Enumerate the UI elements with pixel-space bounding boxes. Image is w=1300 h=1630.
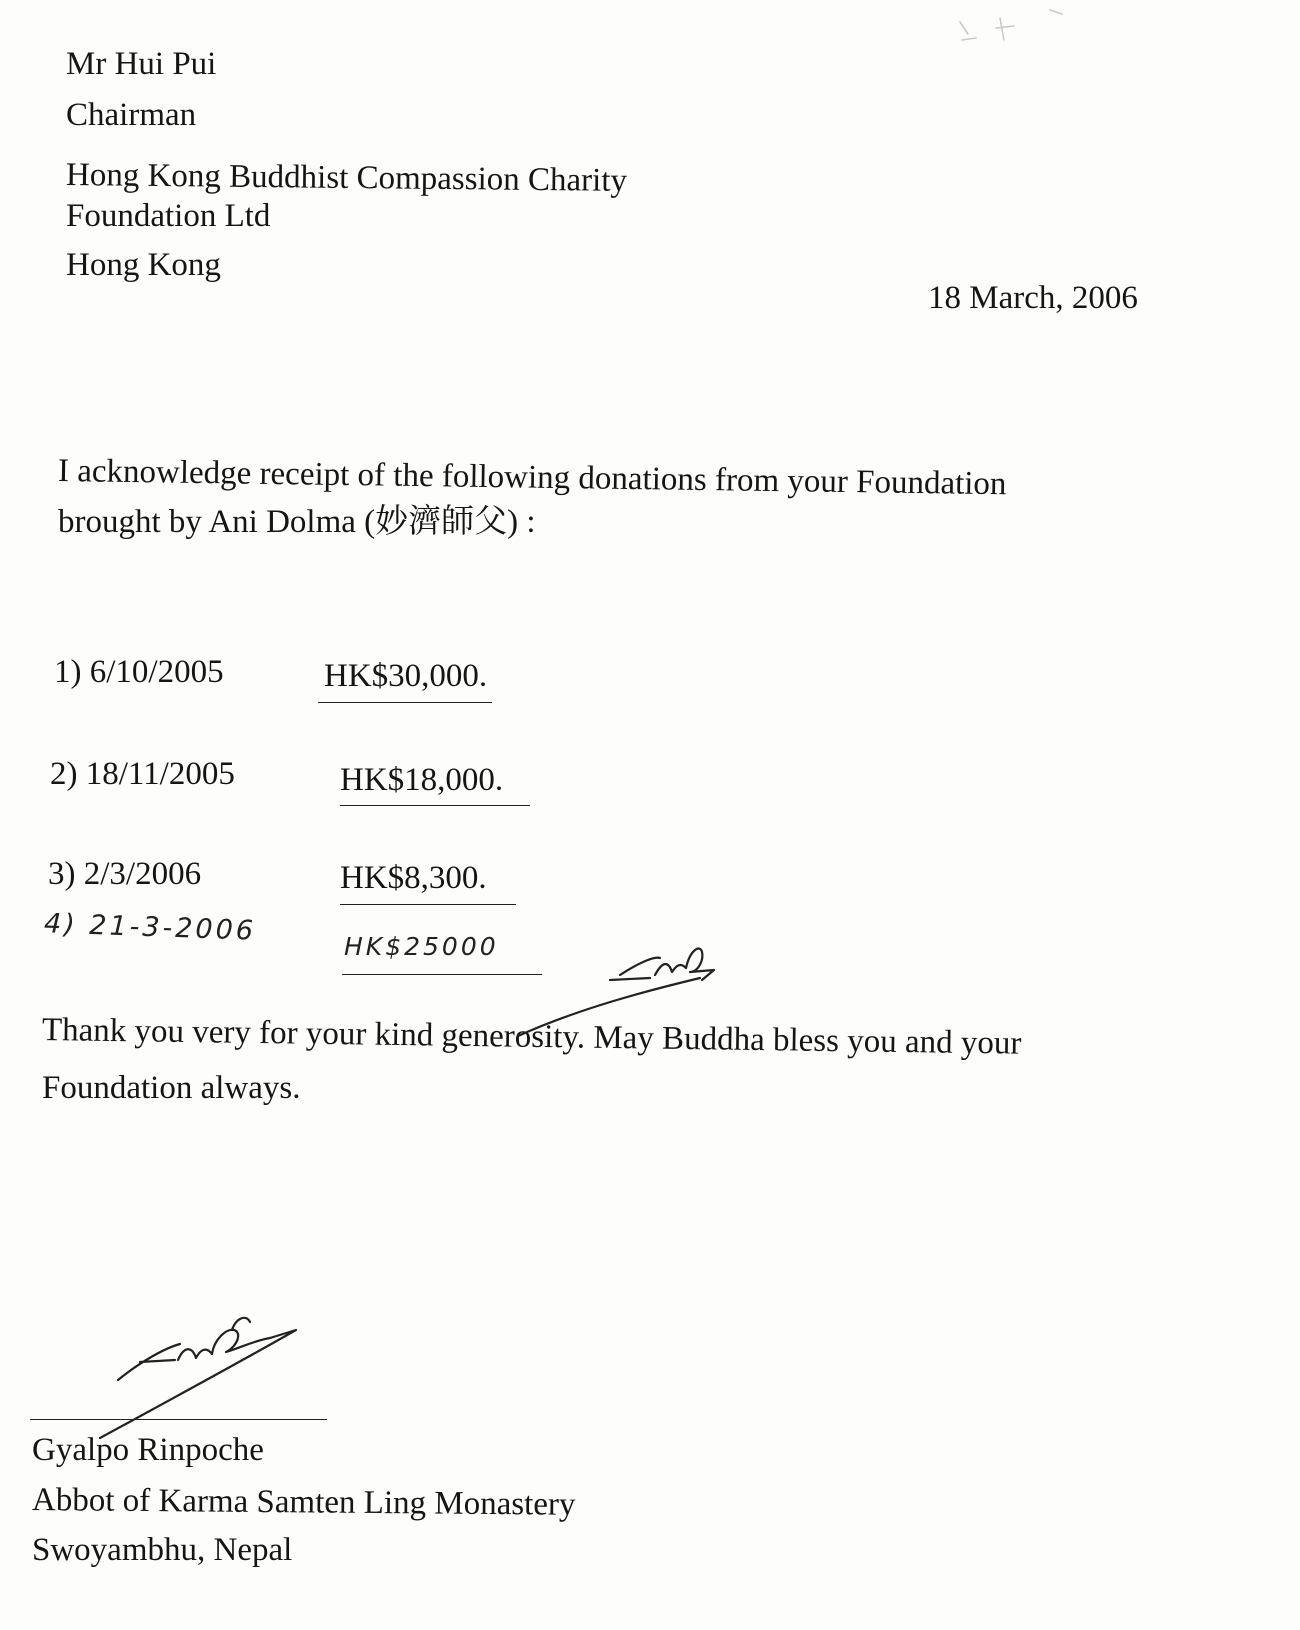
recipient-name: Mr Hui Pui (66, 46, 217, 82)
handwritten-donation-amount: HK$25000 (344, 932, 499, 961)
recipient-title: Chairman (66, 97, 197, 133)
recipient-org-line1: Hong Kong Buddhist Compassion Charity (65, 157, 628, 199)
recipient-city: Hong Kong (66, 247, 221, 283)
body-line-1: I acknowledge receipt of the following donations from your Foundation (57, 453, 1007, 503)
signatory-position: Abbot of Karma Samten Ling Monastery (31, 1482, 576, 1523)
recipient-org-line2: Foundation Ltd (66, 198, 271, 234)
signatory-name: Gyalpo Rinpoche (32, 1432, 264, 1468)
donation-1-label: 1) 6/10/2005 (54, 654, 224, 690)
donation-3-amount: HK$8,300. (340, 860, 487, 896)
handwritten-donation-label: 4) 21-3-2006 (43, 908, 257, 947)
letter-date: 18 March, 2006 (928, 280, 1138, 316)
donation-1-amount: HK$30,000. (324, 658, 488, 694)
initials-signature-mark (518, 949, 714, 1036)
signatory-location: Swoyambhu, Nepal (32, 1532, 293, 1568)
donation-2-label: 2) 18/11/2005 (50, 756, 235, 792)
main-signature-mark (100, 1318, 296, 1438)
stamp-mark (960, 10, 1062, 40)
closing-line-1: Thank you very for your kind generosity. May Buddha bless you and your (41, 1012, 1022, 1062)
donation-2-amount: HK$18,000. (340, 762, 504, 798)
closing-line-2: Foundation always. (42, 1070, 301, 1106)
body-line-2: brought by Ani Dolma (妙濟師父) : (58, 504, 536, 540)
donation-3-label: 3) 2/3/2006 (48, 856, 202, 892)
